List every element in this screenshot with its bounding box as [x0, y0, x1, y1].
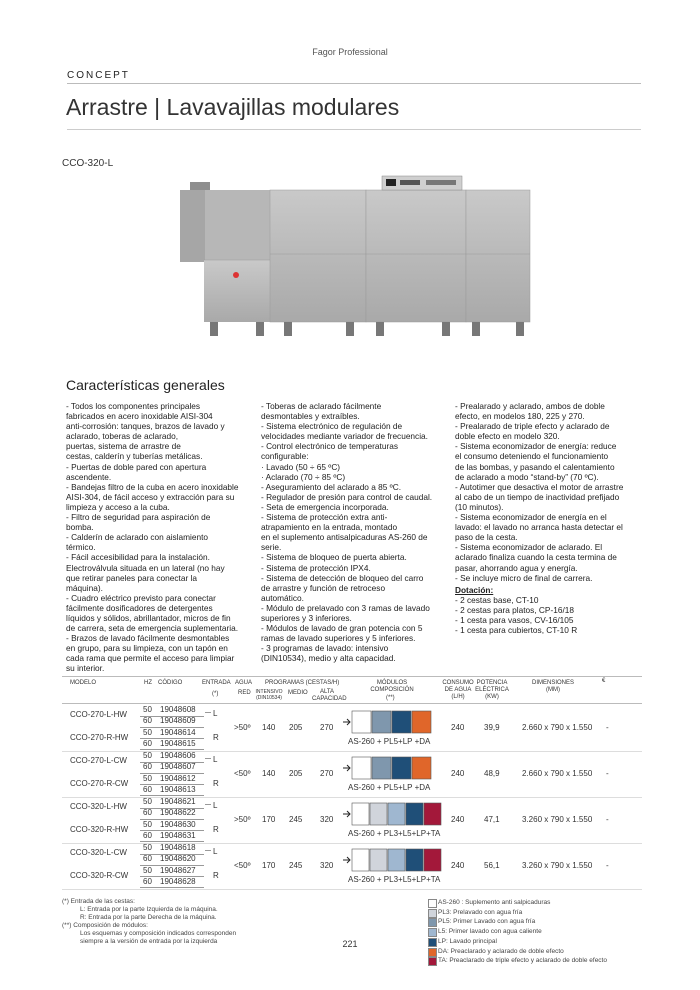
- composition-schematic: [342, 709, 442, 739]
- hz-value: 50: [143, 843, 152, 852]
- program-intensivo: 170: [262, 815, 276, 824]
- electric-power: 47,1: [484, 815, 500, 824]
- module-block: [352, 757, 371, 779]
- price: -: [606, 861, 609, 870]
- header-programas: PROGRAMAS (CESTAS/H): [265, 680, 340, 686]
- model-name: CCO-320-L-CW: [70, 848, 127, 857]
- model-name: CCO-320-R-HW: [70, 825, 129, 834]
- header-modulos-note: (**): [386, 695, 395, 701]
- legend-swatch: [428, 909, 437, 918]
- module-block: [370, 849, 387, 871]
- model-name: CCO-270-L-HW: [70, 710, 127, 719]
- program-medio: 205: [289, 723, 303, 732]
- hz-value: 50: [143, 773, 152, 783]
- bracket: [205, 712, 211, 713]
- product-code: 19048606: [160, 751, 196, 760]
- header-hz: HZ: [144, 680, 152, 686]
- product-code: 19048630: [160, 819, 196, 829]
- program-intensivo: 140: [262, 769, 276, 778]
- features-column-1: - Todos los componentes principales fabricados en acero inoxidable AISI-304 anti-corrosión: tanques, brazos de lavado y aclarado, toberas de aclarado, puertas, sistema de arrastre de cestas, calderín y tuberías metálicas. - Puertas de doble pared con apertura ascendente. - Bandejas filtro de la cuba en acero inoxidable AISI-304, de fácil acceso y extracción para su limpieza y acceso a la cuba. - Filtro de seguridad para aspiración de bomba. - Calderín de aclarado con aislamiento térmico. - Fácil accesibilidad para la instalación. Electroválvula situada en un lateral (no hay que retirar paneles para conectar la máquina). - Cuadro eléctrico previsto para conectar fácilmente dosificadores de detergentes líquidos y sólidos, abrillantador, micros de fin de carrera, seta de emergencia suplementaria. - Brazos de lavado fácilmente desmontables en grupo, para su limpieza, con un tapón en cada rama que permite el acceso para limpiar su interior.: [66, 401, 239, 674]
- header-potencia: POTENCIA ELÉCTRICA (KW): [475, 680, 509, 700]
- product-code: 19048615: [160, 738, 196, 748]
- program-alta: 320: [320, 815, 334, 824]
- entry-side: L: [213, 755, 218, 764]
- direction-arrow-icon: [343, 811, 350, 817]
- header-precio: €: [602, 678, 606, 684]
- product-code: 19048614: [160, 727, 196, 737]
- dimensions: 2.660 x 790 x 1.550: [522, 723, 593, 732]
- legend-label: PL5: Primer Lavado con agua fría: [438, 918, 536, 926]
- program-intensivo: 140: [262, 723, 276, 732]
- bracket: [205, 804, 211, 805]
- water-consumption: 240: [451, 769, 465, 778]
- header-red: RED: [238, 690, 251, 696]
- hz-value: 60: [143, 762, 152, 772]
- program-medio: 245: [289, 861, 303, 870]
- brand-name: Fagor Professional: [312, 47, 388, 57]
- hz-value: 60: [143, 716, 152, 726]
- module-block: [412, 711, 431, 733]
- header-consumo: CONSUMO DE AGUA (L/H): [442, 680, 474, 700]
- composition-label: AS-260 + PL5+LP +DA: [348, 783, 431, 792]
- header-codigo: CÓDIGO: [158, 680, 183, 686]
- program-alta: 270: [320, 769, 334, 778]
- header-bottom-rule: [62, 703, 642, 704]
- water-temp: <50º: [234, 769, 251, 778]
- hz-value: 60: [143, 808, 152, 818]
- composition-label: AS-260 + PL3+L5+LP+TA: [348, 829, 441, 838]
- product-code: 19048613: [160, 784, 196, 794]
- module-block: [372, 711, 391, 733]
- hz-value: 50: [143, 819, 152, 829]
- model-name: CCO-270-R-CW: [70, 779, 129, 788]
- header-modulos: MÓDULOS COMPOSICIÓN: [370, 680, 414, 693]
- header-medio: MEDIO: [288, 690, 308, 696]
- section-label: CONCEPT: [67, 70, 130, 81]
- product-code: 19048631: [160, 830, 196, 840]
- price: -: [606, 723, 609, 732]
- hz-value: 60: [143, 830, 152, 840]
- entry-side: R: [213, 779, 219, 788]
- footnote-2: (**) Composición de módulos:: [62, 922, 148, 929]
- water-temp: >50º: [234, 723, 251, 732]
- product-code: 19048621: [160, 797, 196, 806]
- composition-label: AS-260 + PL5+LP +DA: [348, 737, 431, 746]
- program-medio: 205: [289, 769, 303, 778]
- product-code: 19048622: [160, 808, 196, 818]
- product-code: 19048609: [160, 716, 196, 726]
- hz-value: 50: [143, 727, 152, 737]
- legend-label: L5: Primer lavado con agua caliente: [438, 928, 542, 936]
- product-code: 19048612: [160, 773, 196, 783]
- entry-side: L: [213, 709, 218, 718]
- module-block: [392, 757, 411, 779]
- module-block: [392, 711, 411, 733]
- program-medio: 245: [289, 815, 303, 824]
- product-code: 19048618: [160, 843, 196, 852]
- water-consumption: 240: [451, 723, 465, 732]
- header-modelo: MODELO: [70, 680, 97, 686]
- electric-power: 39,9: [484, 723, 500, 732]
- water-temp: <50º: [234, 861, 251, 870]
- legend-swatch: [428, 928, 437, 937]
- product-code: 19048627: [160, 865, 196, 875]
- direction-arrow-icon: [343, 719, 350, 725]
- bracket: [205, 850, 211, 851]
- module-block: [406, 803, 423, 825]
- hz-value: 60: [143, 784, 152, 794]
- legend-swatch: [428, 899, 437, 908]
- dimensions: 3.260 x 790 x 1.550: [522, 815, 593, 824]
- module-block: [352, 803, 369, 825]
- module-block: [352, 849, 369, 871]
- page-title: Arrastre | Lavavajillas modulares: [66, 94, 400, 120]
- model-name: CCO-270-R-HW: [70, 733, 129, 742]
- entry-side: R: [213, 871, 219, 880]
- dotacion-list: - 2 cestas base, CT-10 - 2 cestas para platos, CP-16/18 - 1 cesta para vasos, CV-16/105 - 1 cesta para cubiertos, CT-10 R: [455, 595, 578, 636]
- hz-value: 50: [143, 797, 152, 806]
- features-title: Características generales: [66, 377, 225, 393]
- legend-swatch: [428, 957, 437, 966]
- dimensions: 2.660 x 790 x 1.550: [522, 769, 593, 778]
- module-block: [388, 849, 405, 871]
- product-code: 19048607: [160, 762, 196, 772]
- electric-power: 56,1: [484, 861, 500, 870]
- hz-value: 60: [143, 876, 152, 886]
- composition-schematic: [342, 801, 442, 831]
- row-separator: [62, 889, 642, 890]
- model-label: CCO-320-L: [62, 158, 114, 169]
- module-block: [352, 711, 371, 733]
- module-block: [412, 757, 431, 779]
- hz-value: 50: [143, 705, 152, 714]
- water-consumption: 240: [451, 815, 465, 824]
- model-name: CCO-270-L-CW: [70, 756, 127, 765]
- page-number: 221: [342, 939, 358, 949]
- header-intensivo: INTENSIVO (DIN10534): [255, 689, 283, 701]
- header-entrada-note: (*): [212, 691, 219, 697]
- module-block: [370, 803, 387, 825]
- composition-schematic: [342, 847, 442, 877]
- program-intensivo: 170: [262, 861, 276, 870]
- water-temp: >50º: [234, 815, 251, 824]
- divider: [67, 129, 641, 130]
- product-code: 19048628: [160, 876, 196, 886]
- entry-side: R: [213, 825, 219, 834]
- features-column-2: - Toberas de aclarado fácilmente desmontables y extraíbles. - Sistema electrónico de regulación de velocidades mediante variador de frecuencia. - Control electrónico de temperaturas configurable: · Lavado (50 ÷ 65 ºC) · Aclarado (70 ÷ 85 ºC) - Aseguramiento del aclarado a 85 ºC. - Regulador de presión para control de caudal. - Seta de emergencia incorporada. - Sistema de protección extra anti- atrapamiento en la entrada, montado en el suplemento antisalpicaduras AS-260 de serie. - Sistema de bloqueo de puerta abierta. - Sistema de protección IPX4. - Sistema de detección de bloqueo del carro de arrastre y función de retroceso automático. - Módulo de prelavado con 3 ramas de lavado superiores y 3 inferiores. - Módulos de lavado de gran potencia con 5 ramas de lavado superiores y 5 inferiores. - 3 programas de lavado: intensivo (DIN10534), medio y alta capacidad.: [261, 401, 433, 664]
- model-name: CCO-320-R-CW: [70, 871, 129, 880]
- product-code: 19048620: [160, 854, 196, 864]
- dotacion-title: Dotación:: [455, 585, 494, 595]
- model-name: CCO-320-L-HW: [70, 802, 127, 811]
- divider: [67, 83, 641, 84]
- bracket: [205, 758, 211, 759]
- electric-power: 48,9: [484, 769, 500, 778]
- header-entrada: ENTRADA: [202, 680, 231, 686]
- product-code: 19048608: [160, 705, 196, 714]
- legend-label: PL3: Prelavado con agua fría: [438, 908, 523, 916]
- module-block: [424, 849, 441, 871]
- legend-label: LP: Lavado principal: [438, 937, 497, 945]
- footnote-1b: R: Entrada por la parte Derecha de la máquina.: [80, 914, 217, 921]
- header-alta: ALTA CAPACIDAD: [312, 689, 347, 702]
- direction-arrow-icon: [343, 857, 350, 863]
- module-block: [388, 803, 405, 825]
- price: -: [606, 769, 609, 778]
- footnote-1a: L: Entrada por la parte Izquierda de la máquina.: [80, 906, 218, 913]
- hz-value: 60: [143, 854, 152, 864]
- legend-swatch: [428, 918, 437, 927]
- price: -: [606, 815, 609, 824]
- features-column-3: - Prealarado y aclarado, ambos de doble efecto, en modelos 180, 225 y 270. - Prealarado de triple efecto y aclarado de doble efecto en modelo 320. - Sistema economizador de energía: reduce el consumo deteniendo el funcionamiento de las bombas, y pasando el calentamiento de aclarado a modo “stand-by” (70 ºC). - Autotimer que desactiva el motor de arrastre al cabo de un tiempo de inactividad prefijado (10 minutos). - Sistema economizador de energía en el lavado: el lavado no arranca hasta detectar el paso de la cesta. - Sistema economizador de aclarado. El aclarado finaliza cuando la cesta termina de pasar, ahorrando agua y energía. - Se incluye micro de final de carrera.: [455, 401, 624, 583]
- footnote-1: (*) Entrada de las cestas:: [62, 898, 135, 905]
- hz-value: 50: [143, 751, 152, 760]
- module-block: [372, 757, 391, 779]
- dishwasher-illustration: [176, 172, 536, 340]
- program-alta: 320: [320, 861, 334, 870]
- legend-label: DA: Preaclarado y aclarado de doble efecto: [438, 947, 564, 955]
- water-consumption: 240: [451, 861, 465, 870]
- program-alta: 270: [320, 723, 334, 732]
- footnote-2b: siempre a la versión de entrada por la izquierda: [80, 938, 218, 945]
- legend-label: TA: Preaclarado de triple efecto y aclarado de doble efecto: [438, 957, 607, 965]
- table-top-rule: [62, 676, 642, 677]
- entry-side: R: [213, 733, 219, 742]
- legend-label: AS-260 : Suplemento anti salpicaduras: [438, 899, 551, 906]
- hz-value: 50: [143, 865, 152, 875]
- composition-label: AS-260 + PL3+L5+LP+TA: [348, 875, 441, 884]
- header-agua: AGUA: [235, 680, 253, 686]
- module-block: [406, 849, 423, 871]
- hz-value: 60: [143, 738, 152, 748]
- entry-side: L: [213, 801, 218, 810]
- direction-arrow-icon: [343, 765, 350, 771]
- footnote-2a: Los esquemas y composición indicados corresponden: [80, 930, 237, 937]
- module-block: [424, 803, 441, 825]
- header-dimensiones: DIMENSIONES (MM): [531, 680, 574, 693]
- composition-schematic: [342, 755, 442, 785]
- dimensions: 3.260 x 790 x 1.550: [522, 861, 593, 870]
- entry-side: L: [213, 847, 218, 856]
